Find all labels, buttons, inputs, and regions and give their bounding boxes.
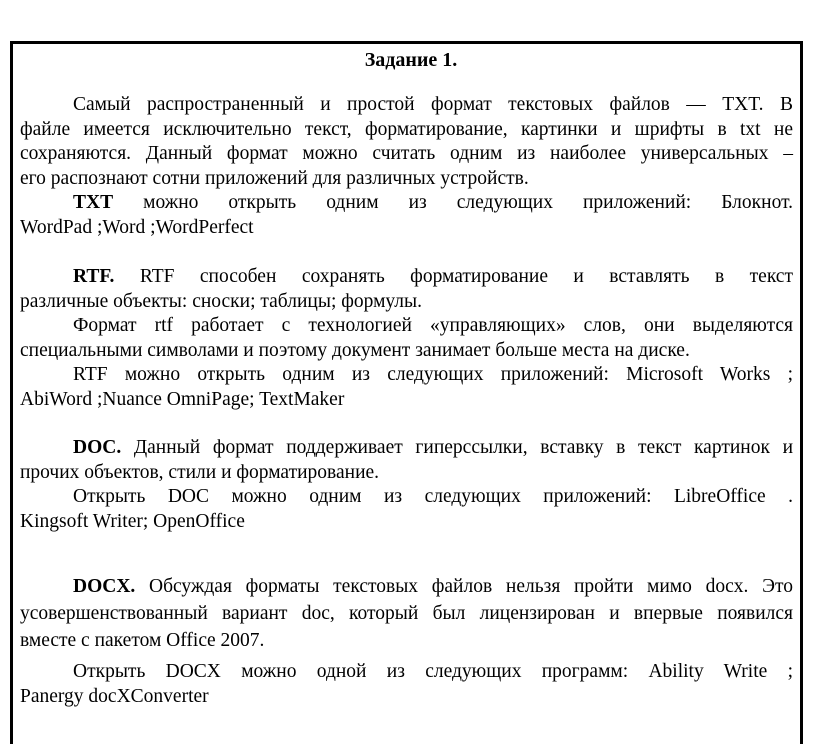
- line-text: Самый распространенный и простой формат текстовых файлов — TXT. В: [73, 94, 793, 115]
- text-line: [20, 265, 793, 290]
- paragraph-txt-intro: [20, 93, 793, 191]
- line-text: вместе с пакетом Office 2007.: [20, 630, 265, 651]
- line-text: AbiWord ;Nuance OmniPage; TextMaker: [20, 388, 345, 410]
- text-line: [20, 167, 793, 192]
- text-line: [20, 660, 793, 685]
- line-text: усовершенствованный вариант doc, который был лицензирован и впервые появился: [20, 603, 793, 624]
- format-name: RTF.: [73, 266, 115, 287]
- paragraph-doc-apps: [20, 485, 793, 534]
- text-line: [20, 600, 793, 627]
- text-line: [20, 685, 793, 710]
- text-line: [20, 93, 793, 118]
- text-line: [20, 216, 793, 241]
- paragraph-rtf-format: [20, 314, 793, 363]
- line-text: Kingsoft Writer; OpenOffice: [20, 510, 245, 532]
- format-name: TXT: [73, 192, 114, 213]
- text-line: [20, 142, 793, 167]
- paragraph-rtf-intro: [20, 265, 793, 314]
- line-text: Открыть DOC можно одним из следующих приложений: LibreOffice .: [73, 486, 793, 507]
- paragraph-doc-intro: [20, 436, 793, 485]
- text-line: [20, 485, 793, 510]
- line-text: различные объекты: сноски; таблицы; формулы.: [20, 290, 423, 312]
- format-name: DOC.: [73, 437, 122, 458]
- line-text: его распознают сотни приложений для различных устройств.: [20, 167, 529, 189]
- text-line: [20, 118, 793, 143]
- text-line: [20, 191, 793, 216]
- format-name: DOCX.: [73, 576, 136, 597]
- paragraph-docx-intro: [20, 573, 793, 654]
- text-line: [20, 363, 793, 388]
- line-text: специальными символами и поэтому документ занимает больше места на диске.: [20, 339, 690, 361]
- page-title: Задание 1.: [364, 49, 458, 71]
- text-line: [20, 339, 793, 364]
- line-text: RTF можно открыть одним из следующих приложений: Microsoft Works ;: [73, 364, 793, 385]
- paragraph-docx-apps: [20, 660, 793, 709]
- line-text: Данный формат поддерживает гиперссылки, вставку в текст картинок и: [121, 437, 793, 458]
- line-text: прочих объектов, стили и форматирование.: [20, 461, 380, 483]
- text-line: [20, 436, 793, 461]
- line-text: сохраняются. Данный формат можно считать одним из наиболее универсальных –: [20, 143, 793, 164]
- text-line: [20, 461, 793, 486]
- text-line: [20, 290, 793, 315]
- paragraph-rtf-apps: [20, 363, 793, 412]
- line-text: Panergy docXConverter: [20, 685, 209, 707]
- text-line: [20, 314, 793, 339]
- line-text: RTF способен сохранять форматирование и вставлять в текст: [114, 266, 793, 287]
- line-text: Обсуждая форматы текстовых файлов нельзя пройти мимо docx. Это: [135, 576, 793, 597]
- line-text: файле имеется исключительно текст, форматирование, картинки и шрифты в txt не: [20, 118, 793, 140]
- line-text: Формат rtf работает с технологией «управляющих» слов, они выделяются: [73, 315, 793, 336]
- line-text: Открыть DOCX можно одной из следующих программ: Ability Write ;: [73, 661, 793, 682]
- text-line: [20, 627, 793, 654]
- line-text: WordPad ;Word ;WordPerfect: [20, 216, 254, 238]
- text-line: [20, 388, 793, 413]
- line-text: можно открыть одним из следующих приложений: Блокнот.: [113, 192, 793, 213]
- text-line: [20, 573, 793, 600]
- paragraph-txt-apps: [20, 191, 793, 240]
- text-line: [20, 510, 793, 535]
